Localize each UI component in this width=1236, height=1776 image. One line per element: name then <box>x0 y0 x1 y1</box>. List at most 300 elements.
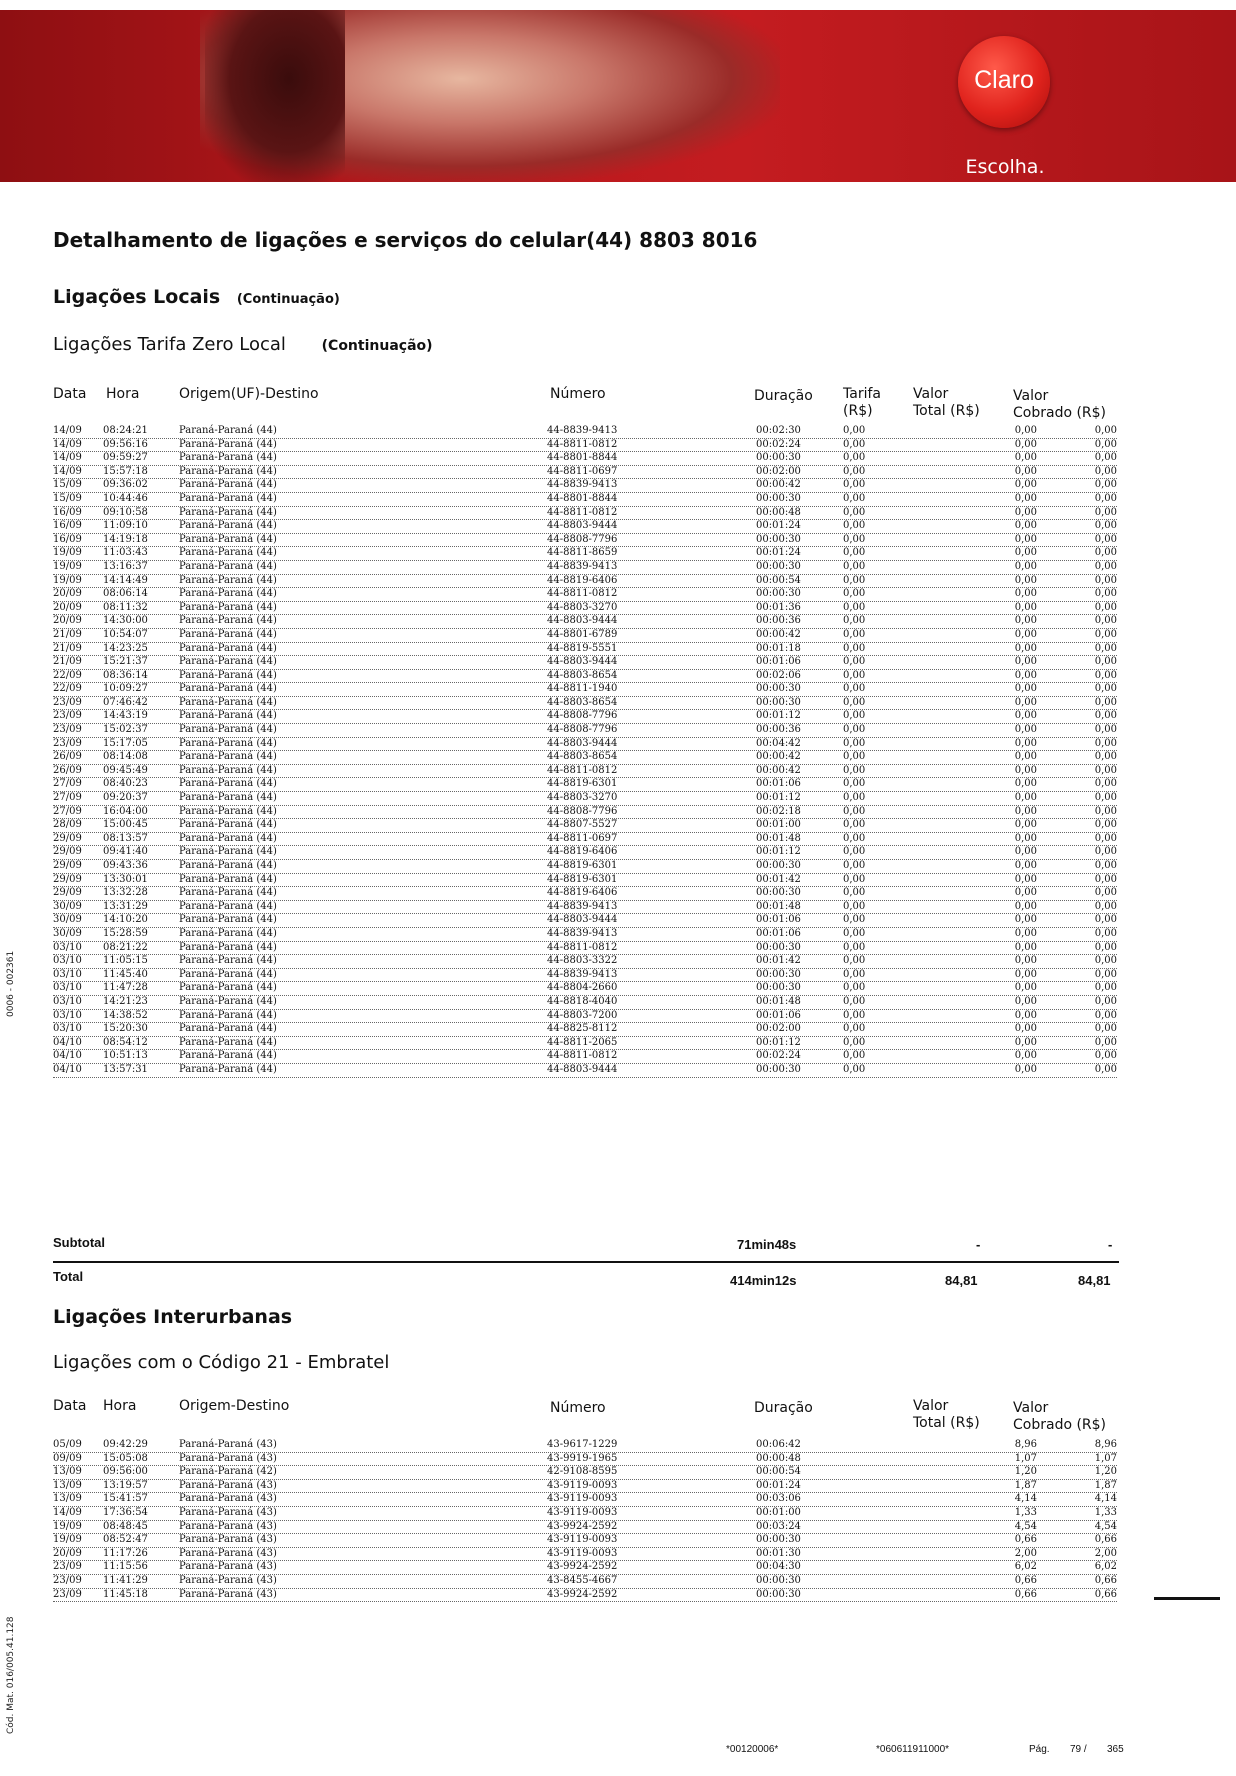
cell-vt: 0,00 <box>953 765 1039 777</box>
subtotal-valor-total: - <box>976 1237 981 1252</box>
cell-hora: 09:41:40 <box>103 846 148 858</box>
cell-hora: 14:30:00 <box>103 615 148 627</box>
cell-data: 03/10 <box>53 982 82 994</box>
cell-hora: 13:19:57 <box>103 1479 148 1491</box>
cell-dur: 00:00:48 <box>756 506 801 518</box>
cell-tar: 0,00 <box>843 873 866 885</box>
cell-data: 23/09 <box>53 696 82 708</box>
col2-valor-total-line1: Valor <box>913 1398 949 1414</box>
cell-dur: 00:04:42 <box>756 737 801 749</box>
cell-orig: Paraná-Paraná (44) <box>179 683 277 695</box>
cell-num: 44-8811-1940 <box>547 683 618 695</box>
footer-page-total: 365 <box>1107 1744 1124 1755</box>
cell-data: 03/10 <box>53 995 82 1007</box>
cell-vt: 0,00 <box>953 425 1039 437</box>
cell-dur: 00:01:48 <box>756 832 801 844</box>
cell-dur: 00:00:30 <box>756 683 801 695</box>
table-row <box>53 778 1117 792</box>
cell-data: 19/09 <box>53 1520 82 1532</box>
cell-vt: 0,00 <box>953 738 1039 750</box>
cell-orig: Paraná-Paraná (44) <box>179 737 277 749</box>
cell-hora: 15:00:45 <box>103 819 148 831</box>
cell-hora: 13:30:01 <box>103 873 148 885</box>
table-row <box>53 1064 1117 1078</box>
footer-page-label: Pág. <box>1029 1744 1050 1755</box>
cell-data: 14/09 <box>53 1506 82 1518</box>
total-label: Total <box>53 1269 84 1284</box>
cell-data: 14/09 <box>53 452 82 464</box>
cell-vc: 0,00 <box>1053 507 1119 519</box>
cell-dur: 00:01:00 <box>756 1506 801 1518</box>
table-row <box>53 1010 1117 1024</box>
cell-orig: Paraná-Paraná (44) <box>179 1036 277 1048</box>
cell-tar: 0,00 <box>843 547 866 559</box>
table-row <box>53 751 1117 765</box>
cell-tar: 0,00 <box>843 792 866 804</box>
cell-vt: 0,00 <box>953 575 1039 587</box>
cell-vc: 0,00 <box>1053 493 1119 505</box>
cell-num: 44-8839-9413 <box>547 479 618 491</box>
cell-tar: 0,00 <box>843 533 866 545</box>
table-row <box>53 1439 1117 1453</box>
cell-hora: 14:38:52 <box>103 1009 148 1021</box>
cell-tar: 0,00 <box>843 492 866 504</box>
cell-data: 13/09 <box>53 1479 82 1491</box>
cell-vc: 0,00 <box>1053 901 1119 913</box>
cell-vt: 0,00 <box>953 534 1039 546</box>
cell-tar: 0,00 <box>843 832 866 844</box>
cell-num: 43-9924-2592 <box>547 1520 618 1532</box>
cell-orig: Paraná-Paraná (43) <box>179 1588 277 1600</box>
table-row <box>53 1548 1117 1562</box>
cell-hora: 08:52:47 <box>103 1534 148 1546</box>
table-row <box>53 466 1117 480</box>
cell-orig: Paraná-Paraná (42) <box>179 1466 277 1478</box>
cell-vc: 0,00 <box>1053 425 1119 437</box>
cell-vc: 4,14 <box>1053 1493 1119 1505</box>
cell-tar: 0,00 <box>843 737 866 749</box>
cell-dur: 00:00:30 <box>756 533 801 545</box>
cell-num: 44-8819-6406 <box>547 846 618 858</box>
cell-data: 23/09 <box>53 1561 82 1573</box>
cell-orig: Paraná-Paraná (43) <box>179 1547 277 1559</box>
cell-vt: 0,00 <box>953 629 1039 641</box>
cell-hora: 08:36:14 <box>103 669 148 681</box>
cell-dur: 00:02:24 <box>756 438 801 450</box>
cell-vt: 0,00 <box>953 846 1039 858</box>
cell-hora: 13:32:28 <box>103 887 148 899</box>
cell-orig: Paraná-Paraná (44) <box>179 710 277 722</box>
cell-num: 44-8811-0812 <box>547 1050 618 1062</box>
cell-num: 44-8808-7796 <box>547 805 618 817</box>
cell-hora: 08:40:23 <box>103 778 148 790</box>
cell-vc: 4,54 <box>1053 1521 1119 1533</box>
cell-data: 03/10 <box>53 968 82 980</box>
cell-orig: Paraná-Paraná (44) <box>179 982 277 994</box>
cell-data: 22/09 <box>53 683 82 695</box>
cell-hora: 11:03:43 <box>103 547 148 559</box>
cell-data: 03/10 <box>53 955 82 967</box>
cell-data: 30/09 <box>53 914 82 926</box>
cell-vc: 0,00 <box>1053 479 1119 491</box>
cell-tar: 0,00 <box>843 438 866 450</box>
table-row <box>53 1575 1117 1589</box>
cell-hora: 15:28:59 <box>103 927 148 939</box>
table-row <box>53 1480 1117 1494</box>
cell-vc: 0,00 <box>1053 914 1119 926</box>
cell-orig: Paraná-Paraná (43) <box>179 1479 277 1491</box>
cell-hora: 09:43:36 <box>103 860 148 871</box>
cell-hora: 11:15:56 <box>103 1561 148 1573</box>
cell-orig: Paraná-Paraná (44) <box>179 533 277 545</box>
table-row <box>53 710 1117 724</box>
cell-vt: 0,00 <box>953 833 1039 845</box>
table-row <box>53 643 1117 657</box>
cell-num: 44-8839-9413 <box>547 927 618 939</box>
cell-dur: 00:01:06 <box>756 927 801 939</box>
table-row <box>53 738 1117 752</box>
cell-num: 44-8811-0812 <box>547 438 618 450</box>
page-title: Detalhamento de ligações e serviços do celular(44) 8803 8016 <box>53 228 758 252</box>
cell-hora: 14:21:23 <box>103 995 148 1007</box>
cell-dur: 00:00:30 <box>756 1534 801 1546</box>
cell-data: 14/09 <box>53 465 82 477</box>
cell-num: 44-8803-3270 <box>547 601 618 613</box>
cell-orig: Paraná-Paraná (44) <box>179 479 277 491</box>
cell-orig: Paraná-Paraná (44) <box>179 724 277 736</box>
cell-vt: 0,00 <box>953 710 1039 722</box>
table-row <box>53 452 1117 466</box>
cell-dur: 00:00:42 <box>756 751 801 763</box>
cell-vt: 0,00 <box>953 874 1039 886</box>
margin-mark <box>1154 1597 1220 1600</box>
cell-tar: 0,00 <box>843 520 866 532</box>
cell-tar: 0,00 <box>843 751 866 763</box>
cell-dur: 00:02:30 <box>756 425 801 436</box>
subtotal-valor-cobrado: - <box>1108 1237 1113 1252</box>
cell-orig: Paraná-Paraná (44) <box>179 492 277 504</box>
cell-num: 43-9119-0093 <box>547 1493 618 1505</box>
cell-hora: 11:45:40 <box>103 968 148 980</box>
cell-dur: 00:00:30 <box>756 982 801 994</box>
section-local-heading <box>53 286 340 308</box>
col-tarifa-line2: (R$) <box>843 403 873 419</box>
cell-data: 29/09 <box>53 860 82 871</box>
cell-hora: 10:44:46 <box>103 492 148 504</box>
cell-num: 44-8811-0812 <box>547 588 618 600</box>
cell-dur: 00:01:06 <box>756 914 801 926</box>
cell-vt: 0,00 <box>953 887 1039 899</box>
cell-num: 44-8803-3322 <box>547 955 618 967</box>
col2-valor-total-line2: Total (R$) <box>913 1415 980 1431</box>
cell-tar: 0,00 <box>843 683 866 695</box>
cell-num: 44-8819-6301 <box>547 873 618 885</box>
cell-dur: 00:01:24 <box>756 547 801 559</box>
cell-hora: 09:59:27 <box>103 452 148 464</box>
cell-num: 44-8804-2660 <box>547 982 618 994</box>
cell-vc: 0,00 <box>1053 1010 1119 1022</box>
cell-dur: 00:06:42 <box>756 1439 801 1450</box>
cell-vc: 1,87 <box>1053 1480 1119 1492</box>
cell-vc: 0,00 <box>1053 846 1119 858</box>
cell-vt: 0,00 <box>953 969 1039 981</box>
cell-vt: 8,96 <box>953 1439 1039 1451</box>
cell-hora: 13:57:31 <box>103 1063 148 1075</box>
cell-dur: 00:00:42 <box>756 628 801 640</box>
cell-num: 44-8803-9444 <box>547 914 618 926</box>
table-row <box>53 1534 1117 1548</box>
cell-tar: 0,00 <box>843 778 866 790</box>
cell-dur: 00:00:30 <box>756 1588 801 1600</box>
cell-vc: 0,00 <box>1053 874 1119 886</box>
cell-vc: 0,00 <box>1053 561 1119 573</box>
cell-vc: 0,00 <box>1053 1023 1119 1035</box>
cell-data: 04/10 <box>53 1063 82 1075</box>
cell-tar: 0,00 <box>843 452 866 464</box>
cell-vc: 0,00 <box>1053 466 1119 478</box>
table-row <box>53 942 1117 956</box>
cell-dur: 00:01:48 <box>756 900 801 912</box>
cell-num: 44-8803-9444 <box>547 656 618 668</box>
cell-data: 20/09 <box>53 601 82 613</box>
cell-hora: 14:43:19 <box>103 710 148 722</box>
cell-dur: 00:00:30 <box>756 492 801 504</box>
table-row <box>53 547 1117 561</box>
total-valor-cobrado: 84,81 <box>1078 1273 1111 1288</box>
cell-dur: 00:01:12 <box>756 792 801 804</box>
cell-data: 23/09 <box>53 1574 82 1586</box>
header-banner <box>0 10 1236 182</box>
cell-hora: 16:04:00 <box>103 805 148 817</box>
cell-orig: Paraná-Paraná (44) <box>179 425 277 436</box>
col2-duracao: Duração <box>754 1400 813 1416</box>
cell-dur: 00:01:48 <box>756 995 801 1007</box>
cell-vc: 0,00 <box>1053 996 1119 1008</box>
table-row <box>53 833 1117 847</box>
table-row <box>53 1521 1117 1535</box>
cell-num: 44-8803-9444 <box>547 737 618 749</box>
cell-vt: 0,00 <box>953 1010 1039 1022</box>
cell-data: 21/09 <box>53 628 82 640</box>
cell-hora: 13:31:29 <box>103 900 148 912</box>
cell-data: 03/10 <box>53 941 82 953</box>
cell-data: 19/09 <box>53 574 82 586</box>
cell-vc: 0,00 <box>1053 615 1119 627</box>
cell-orig: Paraná-Paraná (44) <box>179 955 277 967</box>
cell-vt: 0,00 <box>953 724 1039 736</box>
cell-num: 44-8811-8659 <box>547 547 618 559</box>
cell-num: 44-8811-0812 <box>547 506 618 518</box>
cell-vt: 0,00 <box>953 928 1039 940</box>
col-valor-cobrado-line2: Cobrado (R$) <box>1013 405 1107 421</box>
cell-hora: 08:13:57 <box>103 832 148 844</box>
cell-vt: 6,02 <box>953 1561 1039 1573</box>
table-row <box>53 1037 1117 1051</box>
cell-data: 23/09 <box>53 737 82 749</box>
cell-orig: Paraná-Paraná (44) <box>179 669 277 681</box>
cell-num: 44-8825-8112 <box>547 1023 618 1035</box>
col2-valor-cobrado-line2: Cobrado (R$) <box>1013 1417 1107 1433</box>
cell-num: 44-8811-0697 <box>547 832 618 844</box>
cell-orig: Paraná-Paraná (44) <box>179 1063 277 1075</box>
cell-vc: 0,00 <box>1053 683 1119 695</box>
cell-dur: 00:01:06 <box>756 656 801 668</box>
cell-vt: 0,00 <box>953 683 1039 695</box>
cell-hora: 15:02:37 <box>103 724 148 736</box>
cell-orig: Paraná-Paraná (44) <box>179 764 277 776</box>
side-code-lower: Cód. Mat. 016/005.41.128 <box>6 1616 16 1734</box>
table-row <box>53 724 1117 738</box>
cell-vt: 0,00 <box>953 697 1039 709</box>
table-row <box>53 493 1117 507</box>
cell-num: 44-8801-6789 <box>547 628 618 640</box>
cell-vt: 0,66 <box>953 1534 1039 1546</box>
subheading-note: (Continuação) <box>321 338 433 354</box>
cell-vc: 1,07 <box>1053 1453 1119 1465</box>
table-row <box>53 615 1117 629</box>
cell-tar: 0,00 <box>843 656 866 668</box>
col-valor-total-line2: Total (R$) <box>913 403 980 419</box>
cell-vc: 0,00 <box>1053 670 1119 682</box>
cell-dur: 00:01:18 <box>756 642 801 654</box>
cell-vt: 0,66 <box>953 1575 1039 1587</box>
cell-data: 28/09 <box>53 819 82 831</box>
cell-dur: 00:00:48 <box>756 1452 801 1464</box>
cell-vt: 0,00 <box>953 996 1039 1008</box>
table-row <box>53 479 1117 493</box>
cell-num: 44-8819-6406 <box>547 574 618 586</box>
cell-vt: 0,00 <box>953 452 1039 464</box>
cell-tar: 0,00 <box>843 941 866 953</box>
cell-dur: 00:01:06 <box>756 1009 801 1021</box>
cell-dur: 00:01:24 <box>756 1479 801 1491</box>
cell-data: 26/09 <box>53 751 82 763</box>
cell-dur: 00:03:24 <box>756 1520 801 1532</box>
cell-vt: 0,66 <box>953 1589 1039 1601</box>
cell-tar: 0,00 <box>843 1023 866 1035</box>
table-row <box>53 819 1117 833</box>
cell-orig: Paraná-Paraná (43) <box>179 1506 277 1518</box>
table-row <box>53 982 1117 996</box>
cell-vc: 0,00 <box>1053 819 1119 831</box>
cell-vc: 1,20 <box>1053 1466 1119 1478</box>
cell-hora: 09:36:02 <box>103 479 148 491</box>
table-row <box>53 969 1117 983</box>
cell-hora: 15:41:57 <box>103 1493 148 1505</box>
cell-tar: 0,00 <box>843 479 866 491</box>
cell-vc: 2,00 <box>1053 1548 1119 1560</box>
cell-vc: 0,00 <box>1053 969 1119 981</box>
cell-hora: 15:57:18 <box>103 465 148 477</box>
cell-tar: 0,00 <box>843 669 866 681</box>
col2-valor-cobrado-line1: Valor <box>1013 1400 1049 1416</box>
cell-data: 23/09 <box>53 710 82 722</box>
cell-orig: Paraná-Paraná (44) <box>179 832 277 844</box>
cell-orig: Paraná-Paraná (44) <box>179 995 277 1007</box>
cell-num: 44-8803-8654 <box>547 751 618 763</box>
cell-orig: Paraná-Paraná (44) <box>179 696 277 708</box>
cell-vt: 0,00 <box>953 507 1039 519</box>
cell-vt: 0,00 <box>953 792 1039 804</box>
cell-data: 04/10 <box>53 1050 82 1062</box>
cell-vt: 0,00 <box>953 493 1039 505</box>
cell-hora: 09:56:16 <box>103 438 148 450</box>
cell-num: 44-8803-9444 <box>547 1063 618 1075</box>
cell-vc: 0,00 <box>1053 656 1119 668</box>
table-row <box>53 1507 1117 1521</box>
cell-orig: Paraná-Paraná (44) <box>179 1050 277 1062</box>
cell-data: 27/09 <box>53 805 82 817</box>
cell-data: 27/09 <box>53 792 82 804</box>
cell-orig: Paraná-Paraná (44) <box>179 588 277 600</box>
cell-data: 26/09 <box>53 764 82 776</box>
cell-hora: 11:09:10 <box>103 520 148 532</box>
cell-orig: Paraná-Paraná (43) <box>179 1534 277 1546</box>
table-row <box>53 955 1117 969</box>
cell-data: 29/09 <box>53 846 82 858</box>
table-row <box>53 602 1117 616</box>
cell-vc: 0,00 <box>1053 547 1119 559</box>
cell-dur: 00:00:30 <box>756 696 801 708</box>
cell-tar: 0,00 <box>843 560 866 572</box>
cell-hora: 11:17:26 <box>103 1547 148 1559</box>
cell-hora: 11:05:15 <box>103 955 148 967</box>
cell-hora: 15:21:37 <box>103 656 148 668</box>
cell-vc: 0,00 <box>1053 534 1119 546</box>
cell-dur: 00:04:30 <box>756 1561 801 1573</box>
cell-data: 03/10 <box>53 1009 82 1021</box>
brand-slogan: Escolha. <box>965 156 1045 178</box>
cell-vc: 0,00 <box>1053 792 1119 804</box>
cell-num: 44-8819-5551 <box>547 642 618 654</box>
cell-vc: 0,00 <box>1053 982 1119 994</box>
cell-tar: 0,00 <box>843 846 866 858</box>
cell-orig: Paraná-Paraná (44) <box>179 465 277 477</box>
cell-hora: 15:05:08 <box>103 1452 148 1464</box>
cell-orig: Paraná-Paraná (44) <box>179 601 277 613</box>
table-row <box>53 901 1117 915</box>
cell-vt: 0,00 <box>953 615 1039 627</box>
cell-orig: Paraná-Paraná (44) <box>179 860 277 871</box>
cell-dur: 00:00:30 <box>756 860 801 871</box>
cell-hora: 08:54:12 <box>103 1036 148 1048</box>
cell-hora: 14:23:25 <box>103 642 148 654</box>
section-interurbanas-heading: Ligações Interurbanas <box>53 1306 293 1328</box>
cell-vc: 6,02 <box>1053 1561 1119 1573</box>
cell-num: 43-9119-0093 <box>547 1534 618 1546</box>
cell-vt: 0,00 <box>953 942 1039 954</box>
col-valor-cobrado-line1: Valor <box>1013 388 1049 404</box>
cell-tar: 0,00 <box>843 601 866 613</box>
cell-tar: 0,00 <box>843 588 866 600</box>
col2-valor-cobrado <box>1013 1400 1106 1434</box>
cell-data: 30/09 <box>53 900 82 912</box>
cell-vc: 1,33 <box>1053 1507 1119 1519</box>
table-row <box>53 860 1117 874</box>
cell-vt: 0,00 <box>953 1037 1039 1049</box>
cell-vt: 0,00 <box>953 1023 1039 1035</box>
col-origem: Origem(UF)-Destino <box>179 386 319 402</box>
cell-data: 23/09 <box>53 724 82 736</box>
cell-dur: 00:02:18 <box>756 805 801 817</box>
cell-data: 16/09 <box>53 520 82 532</box>
cell-num: 44-8839-9413 <box>547 560 618 572</box>
cell-orig: Paraná-Paraná (44) <box>179 914 277 926</box>
cell-dur: 00:02:00 <box>756 465 801 477</box>
cell-hora: 14:14:49 <box>103 574 148 586</box>
cell-tar: 0,00 <box>843 615 866 627</box>
cell-tar: 0,00 <box>843 425 866 436</box>
